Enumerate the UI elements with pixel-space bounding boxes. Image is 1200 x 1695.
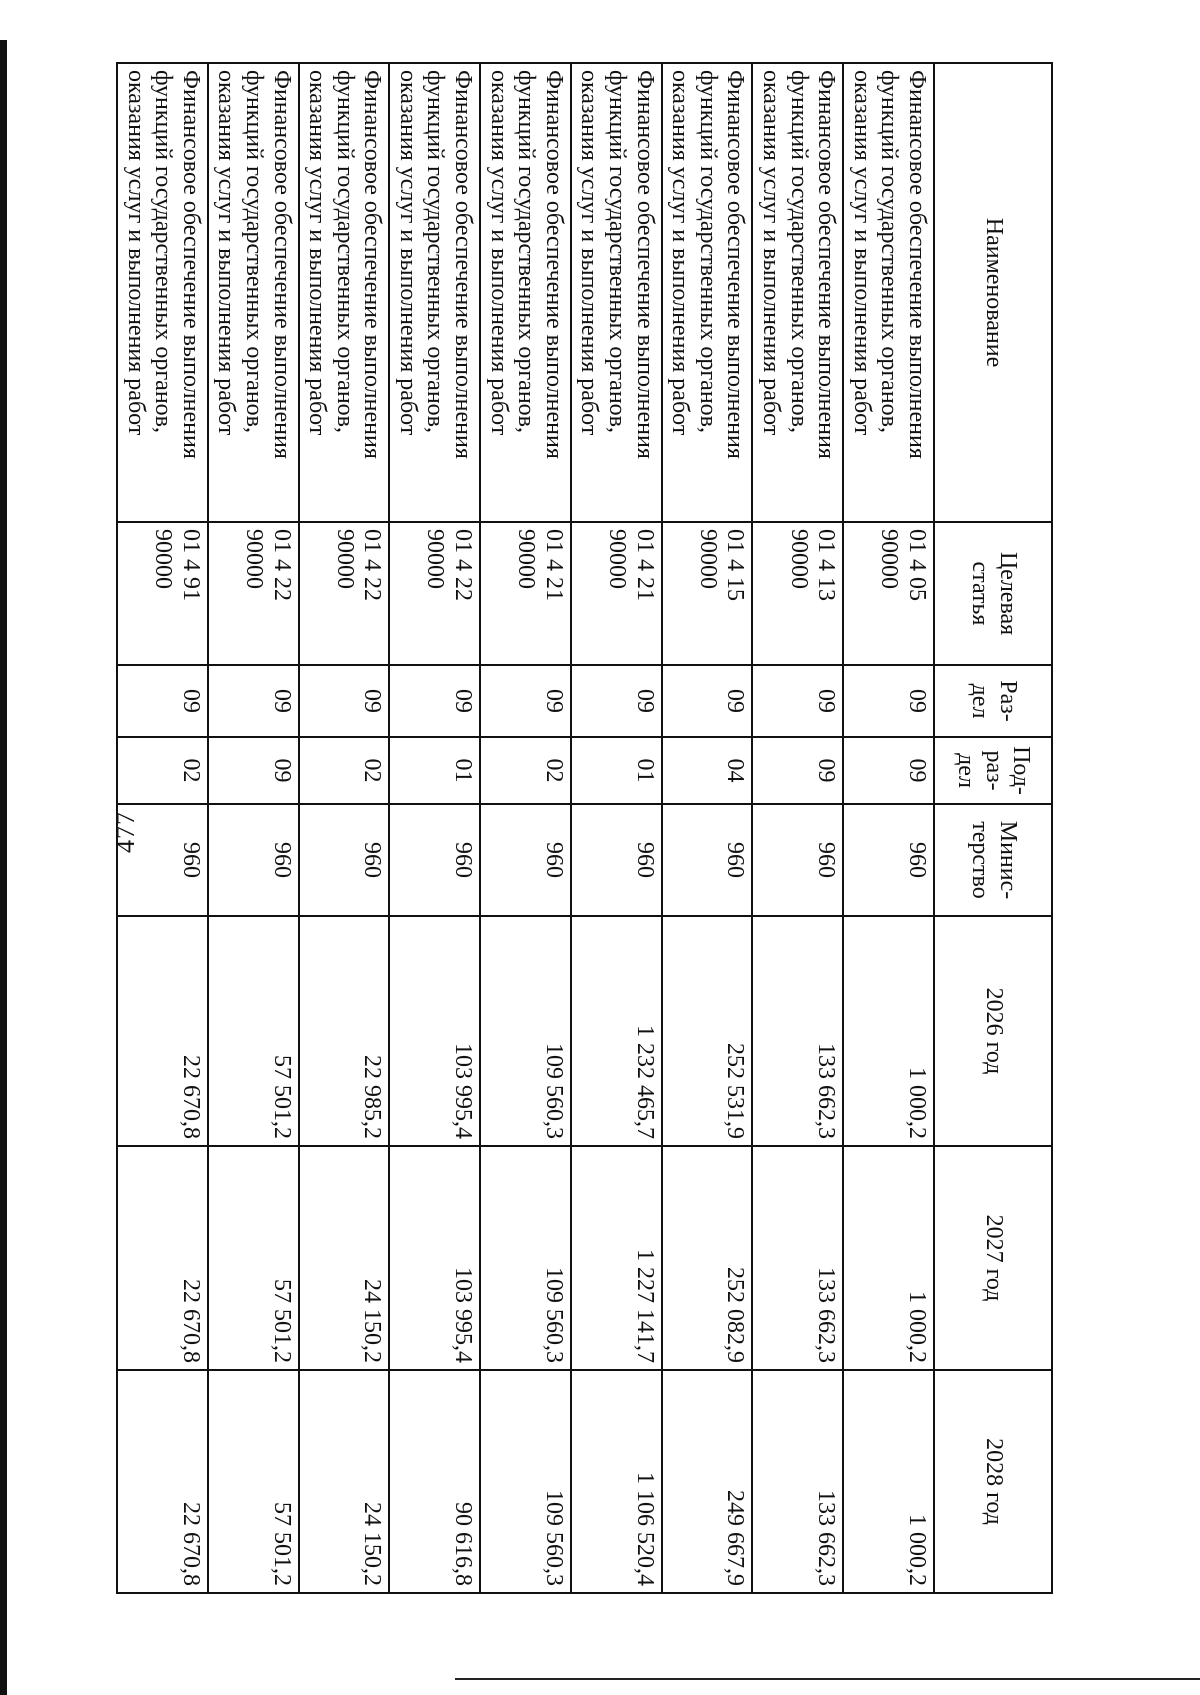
cell-section: 09 bbox=[299, 665, 390, 737]
cell-section: 09 bbox=[208, 665, 299, 737]
cell-year-2028: 133 662,3 bbox=[752, 1370, 843, 1593]
cell-subsection: 09 bbox=[208, 737, 299, 804]
cell-subsection: 02 bbox=[299, 737, 390, 804]
cell-name: Финансовое обеспечение выполнения функций государственных органов, оказания услуг и выполнения работ bbox=[752, 63, 843, 522]
cell-target-article: 01 4 15 90000 bbox=[662, 522, 753, 665]
cell-section: 09 bbox=[389, 665, 480, 737]
table-row bbox=[662, 63, 753, 1593]
cell-subsection: 09 bbox=[752, 737, 843, 804]
cell-subsection: 09 bbox=[843, 737, 934, 804]
cell-ministry: 960 bbox=[752, 804, 843, 916]
cell-name: Финансовое обеспечение выполнения функций государственных органов, оказания услуг и выполнения работ bbox=[571, 63, 662, 522]
cell-year-2028: 90 616,8 bbox=[389, 1370, 480, 1593]
cell-ministry: 960 bbox=[299, 804, 390, 916]
cell-year-2026: 22 985,2 bbox=[299, 916, 390, 1146]
table-row bbox=[571, 63, 662, 1593]
header-year-2027: 2027 год bbox=[934, 1146, 1052, 1370]
cell-year-2026: 109 560,3 bbox=[480, 916, 571, 1146]
cell-year-2027: 1 227 141,7 bbox=[571, 1146, 662, 1370]
cell-year-2028: 22 670,8 bbox=[117, 1370, 208, 1593]
header-year-2026: 2026 год bbox=[934, 916, 1052, 1146]
cell-section: 09 bbox=[662, 665, 753, 737]
cell-year-2026: 133 662,3 bbox=[752, 916, 843, 1146]
table-row bbox=[843, 63, 934, 1593]
cell-ministry: 960 bbox=[208, 804, 299, 916]
cell-subsection: 02 bbox=[117, 737, 208, 804]
cell-section: 09 bbox=[480, 665, 571, 737]
cell-name: Финансовое обеспечение выполнения функций государственных органов, оказания услуг и выполнения работ bbox=[480, 63, 571, 522]
table-row bbox=[299, 63, 390, 1593]
cell-year-2027: 109 560,3 bbox=[480, 1146, 571, 1370]
cell-name: Финансовое обеспечение выполнения функций государственных органов, оказания услуг и выполнения работ bbox=[843, 63, 934, 522]
cell-target-article: 01 4 05 90000 bbox=[843, 522, 934, 665]
cell-subsection: 04 bbox=[662, 737, 753, 804]
cell-target-article: 01 4 21 90000 bbox=[480, 522, 571, 665]
cell-year-2026: 252 531,9 bbox=[662, 916, 753, 1146]
cell-year-2028: 249 667,9 bbox=[662, 1370, 753, 1593]
table-row bbox=[752, 63, 843, 1593]
cell-ministry: 960 bbox=[480, 804, 571, 916]
scan-bottom-edge-rule bbox=[455, 1678, 1200, 1680]
cell-year-2026: 103 995,4 bbox=[389, 916, 480, 1146]
cell-target-article: 01 4 22 90000 bbox=[389, 522, 480, 665]
cell-ministry: 960 bbox=[117, 804, 208, 916]
cell-year-2026: 57 501,2 bbox=[208, 916, 299, 1146]
cell-subsection: 01 bbox=[389, 737, 480, 804]
cell-year-2028: 1 000,2 bbox=[843, 1370, 934, 1593]
cell-name: Финансовое обеспечение выполнения функций государственных органов, оказания услуг и выполнения работ bbox=[299, 63, 390, 522]
header-section: Раз- дел bbox=[934, 665, 1052, 737]
cell-year-2026: 1 232 465,7 bbox=[571, 916, 662, 1146]
cell-year-2026: 22 670,8 bbox=[117, 916, 208, 1146]
cell-year-2028: 57 501,2 bbox=[208, 1370, 299, 1593]
header-subsection: Под- раз- дел bbox=[934, 737, 1052, 804]
cell-target-article: 01 4 91 90000 bbox=[117, 522, 208, 665]
cell-name: Финансовое обеспечение выполнения функций государственных органов, оказания услуг и выполнения работ bbox=[117, 63, 208, 522]
cell-year-2027: 57 501,2 bbox=[208, 1146, 299, 1370]
cell-name: Финансовое обеспечение выполнения функций государственных органов, оказания услуг и выполнения работ bbox=[208, 63, 299, 522]
page-number: 477 bbox=[111, 811, 140, 853]
scan-left-edge-rule bbox=[0, 40, 7, 1695]
cell-name: Финансовое обеспечение выполнения функций государственных органов, оказания услуг и выполнения работ bbox=[662, 63, 753, 522]
cell-section: 09 bbox=[843, 665, 934, 737]
header-name: Наименование bbox=[934, 63, 1052, 522]
budget-table bbox=[116, 62, 1053, 1594]
cell-year-2028: 109 560,3 bbox=[480, 1370, 571, 1593]
cell-section: 09 bbox=[571, 665, 662, 737]
cell-target-article: 01 4 13 90000 bbox=[752, 522, 843, 665]
cell-subsection: 01 bbox=[571, 737, 662, 804]
cell-section: 09 bbox=[117, 665, 208, 737]
cell-year-2026: 1 000,2 bbox=[843, 916, 934, 1146]
cell-year-2027: 1 000,2 bbox=[843, 1146, 934, 1370]
header-ministry: Минис- терство bbox=[934, 804, 1052, 916]
cell-ministry: 960 bbox=[843, 804, 934, 916]
cell-year-2027: 22 670,8 bbox=[117, 1146, 208, 1370]
cell-target-article: 01 4 22 90000 bbox=[299, 522, 390, 665]
header-year-2028: 2028 год bbox=[934, 1370, 1052, 1593]
cell-ministry: 960 bbox=[571, 804, 662, 916]
cell-name: Финансовое обеспечение выполнения функций государственных органов, оказания услуг и выполнения работ bbox=[389, 63, 480, 522]
cell-target-article: 01 4 22 90000 bbox=[208, 522, 299, 665]
cell-ministry: 960 bbox=[389, 804, 480, 916]
header-target-article: Целевая статья bbox=[934, 522, 1052, 665]
cell-year-2027: 252 082,9 bbox=[662, 1146, 753, 1370]
cell-year-2028: 1 106 520,4 bbox=[571, 1370, 662, 1593]
table-header-row bbox=[934, 63, 1052, 1593]
table-row bbox=[480, 63, 571, 1593]
table-row bbox=[208, 63, 299, 1593]
table-row bbox=[389, 63, 480, 1593]
cell-year-2027: 24 150,2 bbox=[299, 1146, 390, 1370]
cell-subsection: 02 bbox=[480, 737, 571, 804]
cell-ministry: 960 bbox=[662, 804, 753, 916]
cell-year-2027: 103 995,4 bbox=[389, 1146, 480, 1370]
cell-target-article: 01 4 21 90000 bbox=[571, 522, 662, 665]
cell-year-2028: 24 150,2 bbox=[299, 1370, 390, 1593]
cell-section: 09 bbox=[752, 665, 843, 737]
cell-year-2027: 133 662,3 bbox=[752, 1146, 843, 1370]
table-row bbox=[117, 63, 208, 1593]
